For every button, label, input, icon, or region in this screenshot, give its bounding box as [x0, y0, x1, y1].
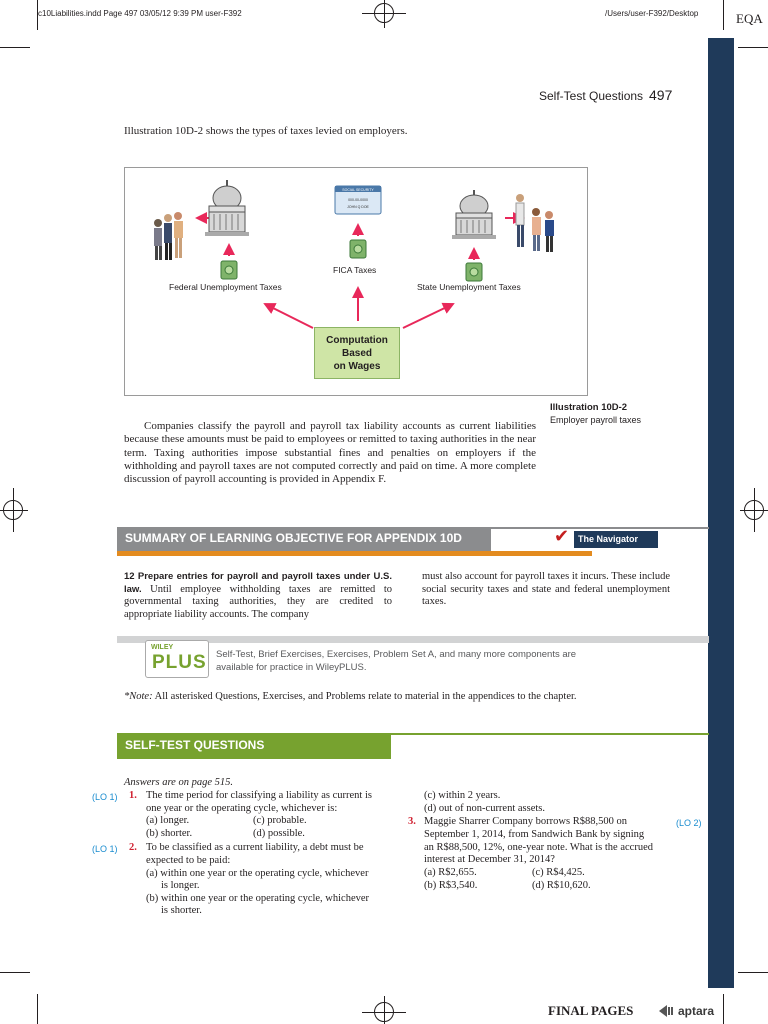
learning-objective-left [124, 571, 392, 621]
q3-lo: (LO 2) [676, 818, 702, 828]
social-security-card-icon [335, 186, 381, 214]
registration-mark [754, 488, 755, 532]
summary-rule [491, 527, 709, 529]
people-left-icon [154, 212, 183, 260]
money-stack-icon [466, 263, 482, 281]
crop-mark [723, 994, 724, 1024]
wileyplus-logo [145, 640, 209, 678]
crop-mark [0, 972, 30, 973]
appendix-note [124, 691, 577, 702]
card-line-3: JOHN Q DOE [347, 205, 369, 209]
intro-text: Illustration 10D-2 shows the types of taxes levied on employers. [124, 125, 408, 137]
registration-mark [384, 0, 385, 28]
illustration-caption-subtitle: Employer payroll taxes [550, 415, 642, 425]
navigator-button[interactable]: The Navigator [574, 531, 658, 548]
federal-unemployment-label: Federal Unemployment Taxes [169, 282, 282, 292]
lo-text-left: Until employee withholding taxes are remitted to governmental taxing authorities, they are credited to appropriate liability accounts. The company [124, 583, 392, 620]
self-test-heading: SELF-TEST QUESTIONS [117, 733, 391, 759]
state-unemployment-label: State Unemployment Taxes [417, 282, 521, 292]
capitol-building-icon [205, 180, 249, 236]
q2-option-a-1: (a) within one year or the operating cycle, whichever [146, 868, 369, 879]
people-right-icon [516, 194, 554, 252]
q3-option-d: (d) R$10,620. [532, 880, 591, 891]
summary-heading: SUMMARY OF LEARNING OBJECTIVE FOR APPENDIX 10D [117, 527, 491, 551]
q3-stem-3: an R$88,500, 12%, one-year note. What is the accrued [424, 842, 653, 853]
q2-option-b-2: is shorter. [161, 905, 202, 916]
lo-title: Prepare entries for payroll and payroll taxes under U.S. law. [124, 571, 393, 595]
q1-option-d: (d) possible. [253, 828, 305, 839]
q3-option-c: (c) R$4,425. [532, 867, 585, 878]
q1-option-c: (c) probable. [253, 815, 307, 826]
check-icon: ✔ [554, 526, 570, 547]
registration-mark [384, 996, 385, 1024]
crop-mark [723, 0, 724, 30]
computation-line: on Wages [333, 360, 381, 372]
q1-stem-1: The time period for classifying a liability as current is [146, 790, 372, 801]
wileyplus-logo-top: WILEY [151, 644, 174, 651]
slug-path: /Users/user-F392/Desktop [605, 9, 699, 18]
q2-option-d: (d) out of non-current assets. [424, 803, 546, 814]
wileyplus-line-1: Self-Test, Brief Exercises, Exercises, Problem Set A, and many more components are [216, 649, 577, 660]
note-label: *Note: [124, 691, 153, 702]
q2-stem-2: expected to be paid: [146, 855, 231, 866]
q3-stem-4: interest at December 31, 2014? [424, 854, 555, 865]
registration-mark [13, 488, 14, 532]
q1-option-a: (a) longer. [146, 815, 190, 826]
capitol-building-icon [452, 190, 496, 239]
final-pages-label: FINAL PAGES [548, 1003, 634, 1018]
wileyplus-logo-main: PLUS [152, 652, 207, 673]
crop-mark [37, 0, 38, 30]
illustration-caption-title: Illustration 10D-2 [550, 402, 628, 413]
q2-number: 2. [129, 842, 137, 853]
q3-option-b: (b) R$3,540. [424, 880, 478, 891]
crop-mark [738, 972, 768, 973]
q2-option-b-1: (b) within one year or the operating cycle, whichever [146, 893, 370, 904]
q3-stem-1: Maggie Sharrer Company borrows R$88,500 on [424, 816, 627, 827]
q2-stem-1: To be classified as a current liability, a debt must be [146, 842, 364, 853]
lo-text-right: must also account for payroll taxes it incurs. These include social security taxes and state and federal unemployment taxes. [422, 571, 670, 607]
q2-option-a-2: is longer. [161, 880, 200, 891]
computation-box [314, 327, 400, 379]
registration-mark [0, 510, 28, 511]
computation-line: Based [341, 347, 372, 359]
answers-note: Answers are on page 515. [124, 777, 233, 788]
card-line-1: SOCIAL SECURITY [342, 188, 374, 192]
crop-mark [37, 994, 38, 1024]
aptara-logo-icon [659, 1005, 675, 1017]
slug-file-info: c10Liabilities.indd Page 497 03/05/12 9:39 PM user-F392 [38, 9, 242, 18]
self-test-rule [391, 733, 709, 735]
aptara-label: aptara [678, 1004, 715, 1018]
note-text: All asterisked Questions, Exercises, and Problems relate to material in the appendices to the chapter. [154, 691, 577, 702]
wileyplus-line-2: available for practice in WileyPLUS. [216, 662, 367, 673]
q3-stem-2: September 1, 2014, from Sandwich Bank by signing [424, 829, 645, 840]
q1-stem-2: one year or the operating cycle, whichever is: [146, 803, 338, 814]
q3-option-a: (a) R$2,655. [424, 867, 477, 878]
q3-number: 3. [408, 816, 416, 827]
slug-eqa: EQA [736, 11, 763, 26]
crop-mark [0, 47, 30, 48]
q1-option-b: (b) shorter. [146, 828, 193, 839]
q2-lo: (LO 1) [92, 844, 118, 854]
page-number: 497 [649, 87, 673, 103]
chapter-side-bar [708, 38, 734, 988]
running-title: Self-Test Questions [539, 89, 644, 103]
computation-line: Computation [326, 334, 388, 346]
summary-accent-rule [117, 551, 592, 556]
lo-number: 12 [124, 571, 135, 582]
crop-mark [738, 47, 768, 48]
card-line-2: 000-00-0000 [348, 198, 368, 202]
wileyplus-text [216, 648, 656, 674]
q1-lo: (LO 1) [92, 792, 118, 802]
q2-option-c: (c) within 2 years. [424, 790, 501, 801]
fica-label: FICA Taxes [333, 265, 377, 275]
money-stack-icon [350, 240, 366, 258]
body-paragraph: Companies classify the payroll and payroll tax liability accounts as current liabilities because these amounts must be paid to employees or remitted to taxing authorities in the near term. Taxing authorities impose substantial fines and penalties on employers if the withholding and payroll taxes are not computed correctly and paid on time. A more complete discussion of payroll accounting is provided in Appendix F. [124, 420, 536, 486]
q1-number: 1. [129, 790, 137, 801]
money-stack-icon [221, 261, 237, 279]
